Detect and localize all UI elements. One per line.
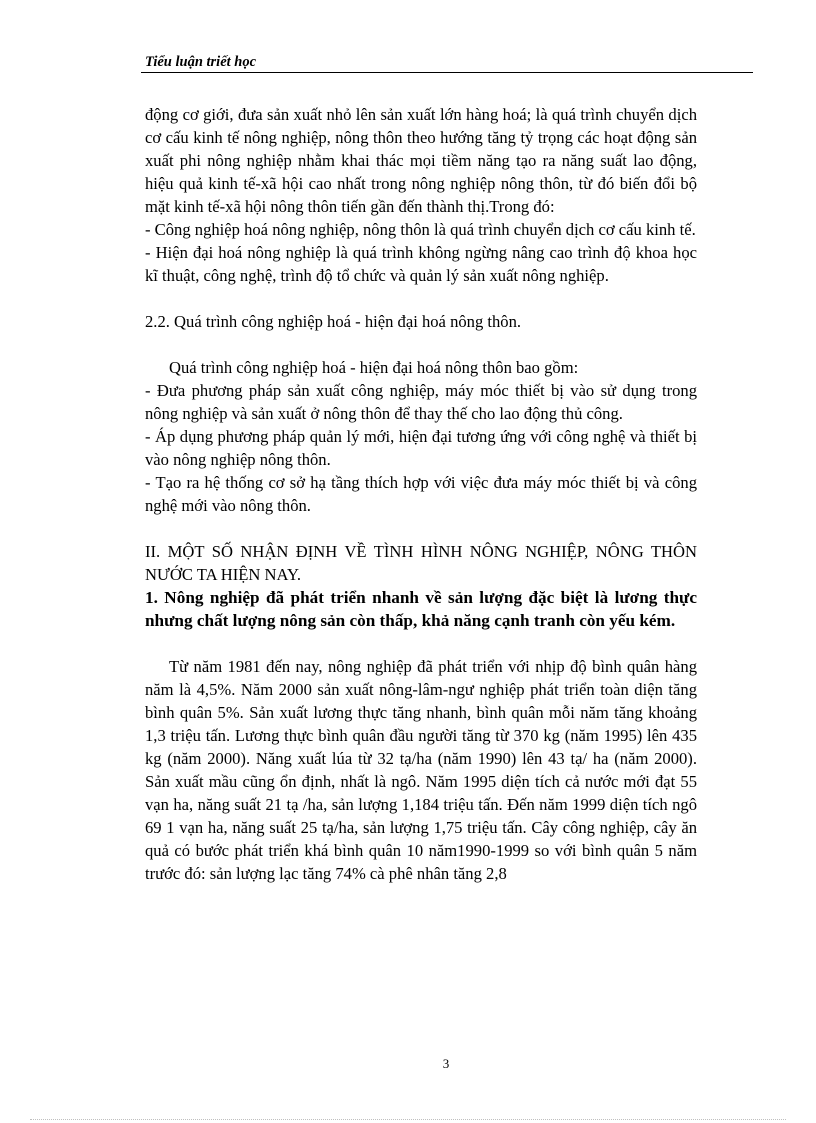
paragraph-process-intro: Quá trình công nghiệp hoá - hiện đại hoá nông thôn bao gồm: — [169, 358, 579, 377]
paragraph-intro: động cơ giới, đưa sản xuất nhỏ lên sản xuất lớn hàng hoá; là quá trình chuyển dịch cơ cấu kinh tế nông nghiệp, nông thôn theo hướng tăng tỷ trọng các hoạt động sản xuất phi nông nghiệp nhằm khai thác mọi tiềm năng tạo ra năng suất lao động, hiệu quả kinh tế-xã hội cao nhất trong nông nghiệp nông thôn, từ đó biến đổi bộ mặt kinh tế-xã hội nông thôn tiến gần đến thành thị.Trong đó: — [145, 105, 697, 216]
section-heading-ii: II. MỘT SỐ NHẬN ĐỊNH VỀ TÌNH HÌNH NÔNG NGHIỆP, NÔNG THÔN NƯỚC TA HIỆN NAY. — [145, 542, 697, 584]
subsection-heading-1: 1. Nông nghiệp đã phát triển nhanh về sản lượng đặc biệt là lương thực nhưng chất lượng nông sản còn thấp, khả năng cạnh tranh còn yếu kém. — [145, 588, 697, 630]
paragraph-process-item-2: - Áp dụng phương pháp quản lý mới, hiện đại tương ứng với công nghệ và thiết bị vào nông nghiệp nông thôn. — [145, 427, 697, 469]
document-header-title: Tiểu luận triết học — [145, 54, 257, 70]
document-body — [145, 103, 697, 885]
paragraph-modernization: - Hiện đại hoá nông nghiệp là quá trình không ngừng nâng cao trình độ khoa học kĩ thuật, công nghệ, trình độ tổ chức và quản lý sản xuất nông nghiệp. — [145, 243, 697, 285]
paragraph-process-item-1: - Đưa phương pháp sản xuất công nghiệp, máy móc thiết bị vào sử dụng trong nông nghiệp và sản xuất ở nông thôn để thay thế cho lao động thủ công. — [145, 381, 697, 423]
paragraph-process-item-3: - Tạo ra hệ thống cơ sở hạ tầng thích hợp với việc đưa máy móc thiết bị và công nghệ mới vào nông thôn. — [145, 473, 697, 515]
header-divider — [141, 72, 753, 73]
page-number: 3 — [442, 1056, 450, 1071]
paragraph-statistics: Từ năm 1981 đến nay, nông nghiệp đã phát triển với nhịp độ bình quân hàng năm là 4,5%. Năm 2000 sản xuất nông-lâm-ngư nghiệp phát triển toàn diện tăng bình quân 5%. Sản xuất lương thực tăng nhanh, bình quân mỗi năm tăng khoảng 1,3 triệu tấn. Lương thực bình quân đầu người tăng từ 370 kg (năm 1995) lên 435 kg (năm 2000). Năng xuất lúa từ 32 tạ/ha (năm 1990) lên 43 tạ/ ha (năm 2000). Sản xuất mầu cũng ổn định, nhất là ngô. Năm 1995 diện tích cả nước mới đạt 55 vạn ha, năng suất 21 tạ /ha, sản lượng 1,184 triệu tấn. Đến năm 1999 diện tích ngô 69 1 vạn ha, năng suất 25 tạ/ha, sản lượng 1,75 triệu tấn. Cây công nghiệp, cây ăn quả có bước phát triển khá bình quân 10 năm1990-1999 so với bình quân 5 năm trước đó: sản lượng lạc tăng 74% cà phê nhân tăng 2,8 — [145, 657, 697, 883]
page-bottom-border — [30, 1119, 786, 1120]
paragraph-industrialization: - Công nghiệp hoá nông nghiệp, nông thôn là quá trình chuyển dịch cơ cấu kinh tế. — [145, 220, 696, 239]
section-heading-2-2: 2.2. Quá trình công nghiệp hoá - hiện đại hoá nông thôn. — [145, 312, 522, 331]
